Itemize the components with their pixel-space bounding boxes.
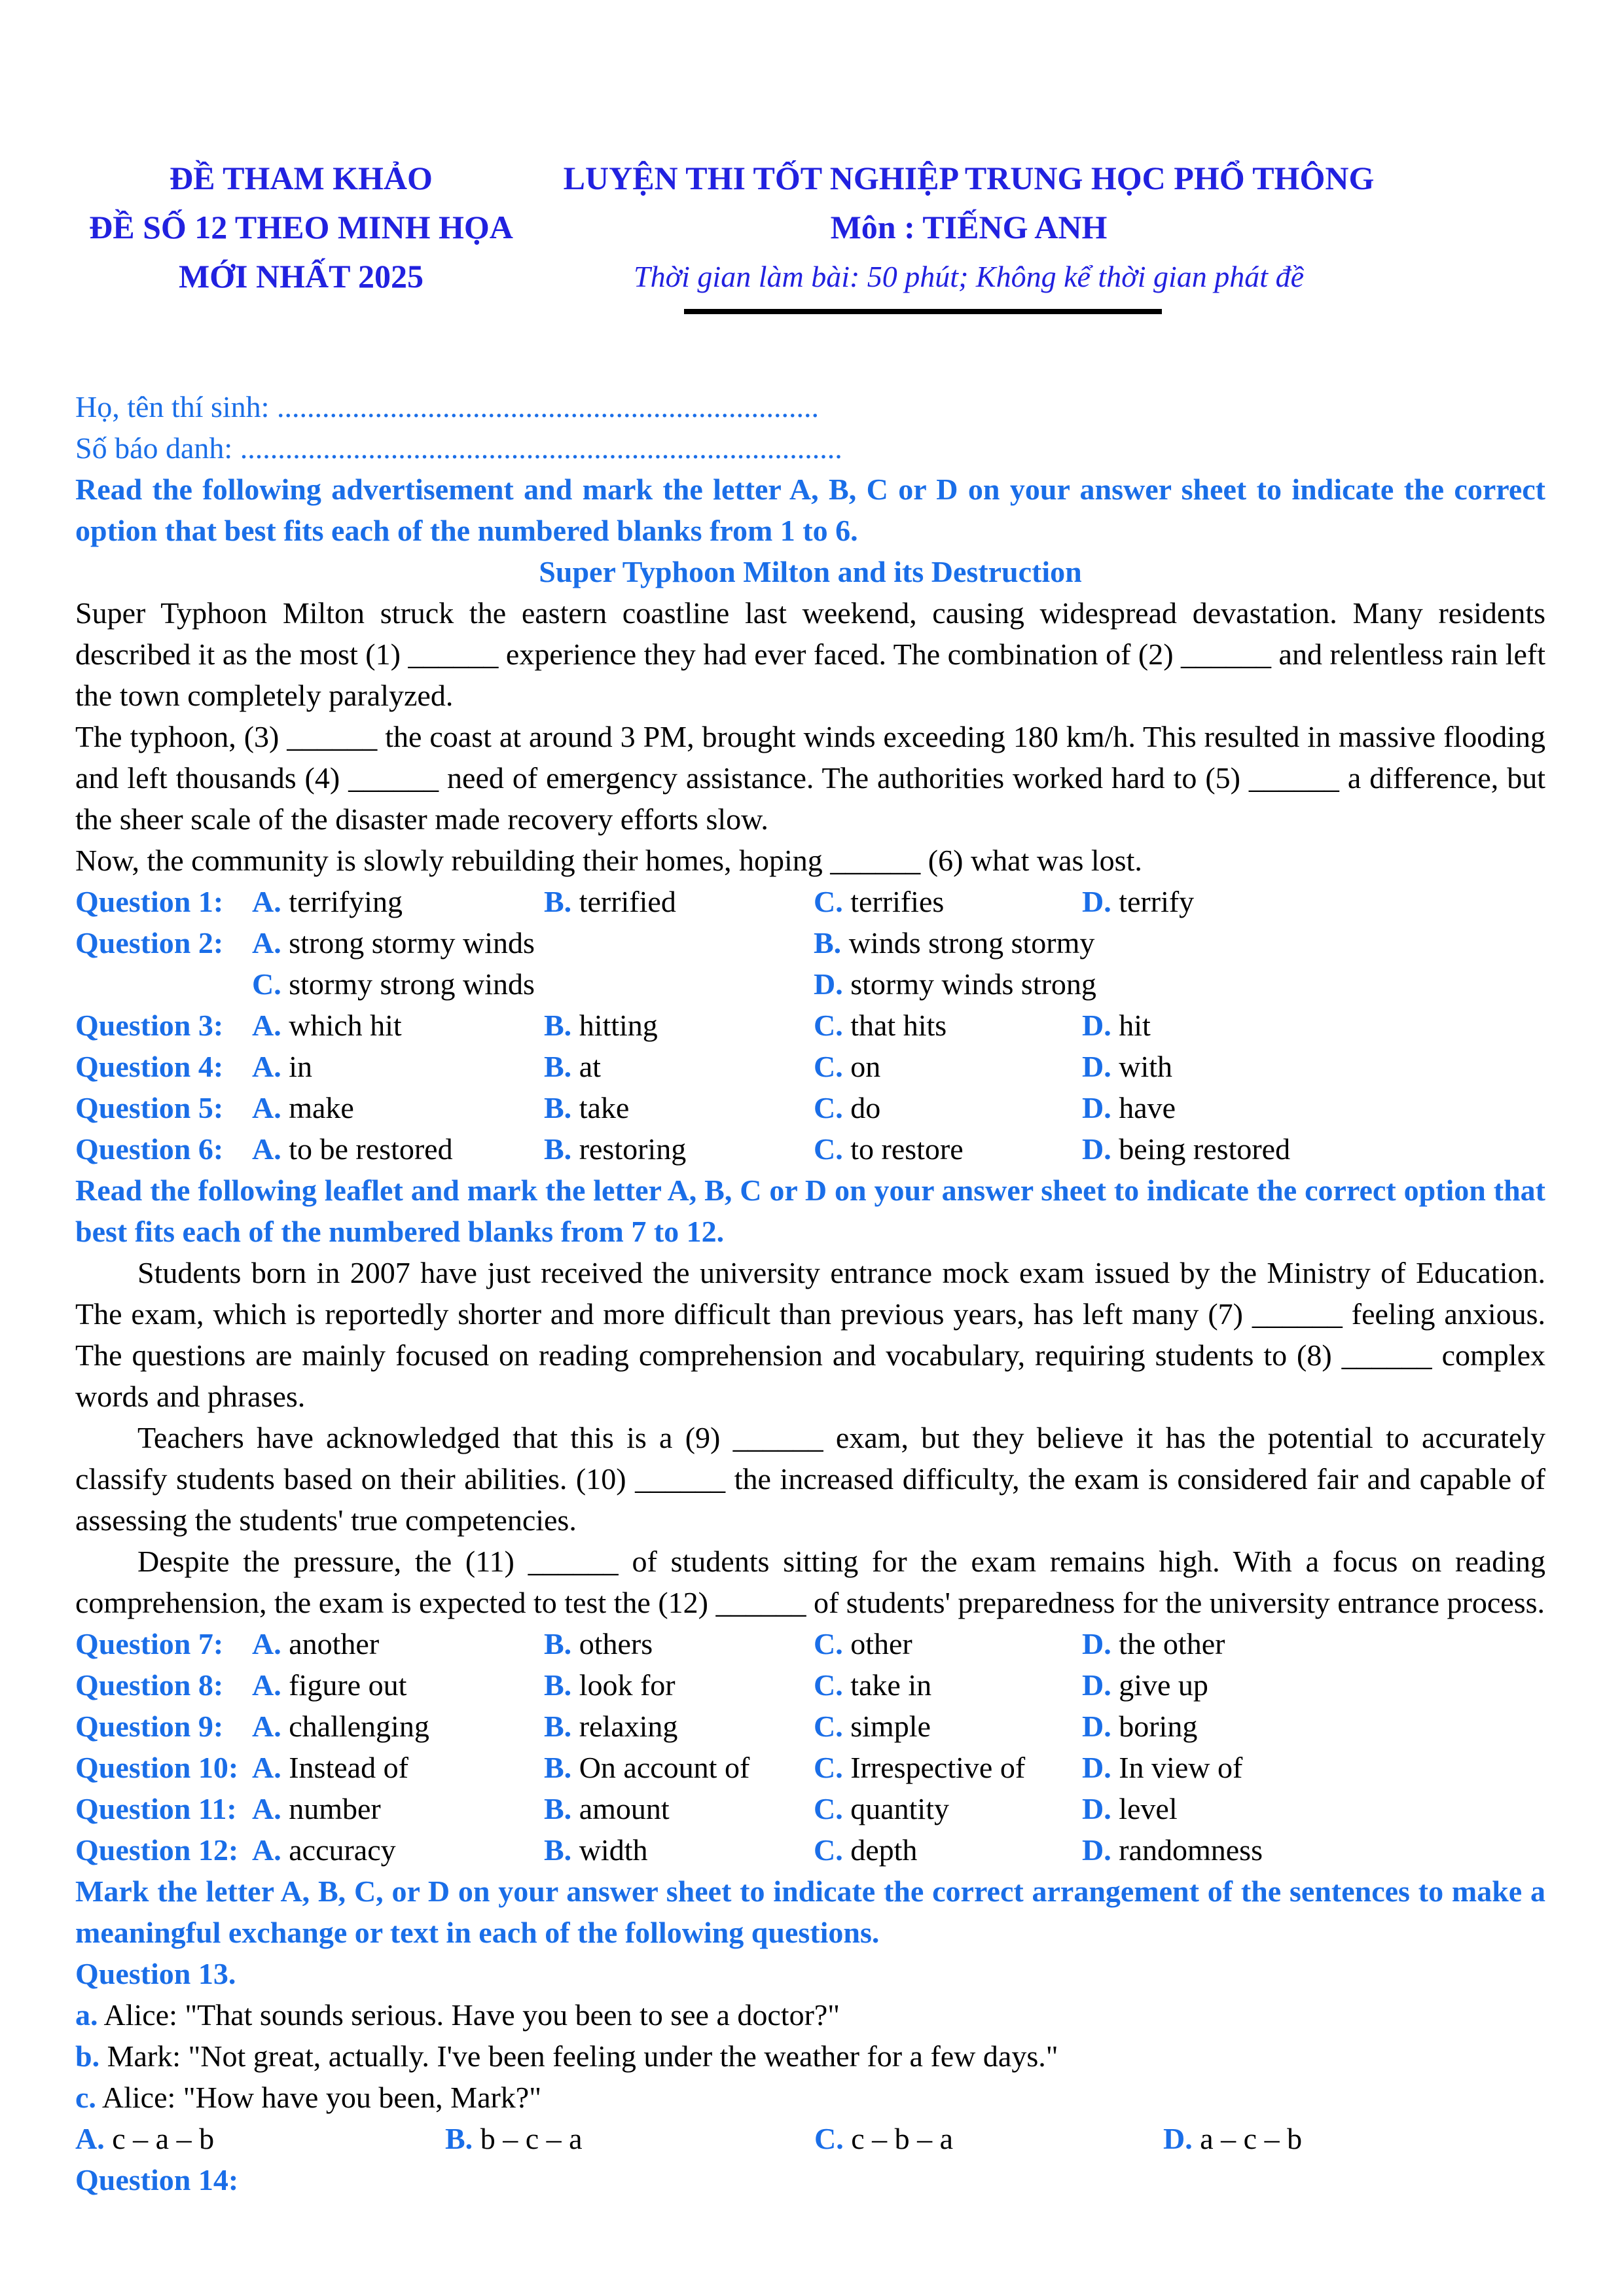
question-row-7 (75, 1623, 1545, 1664)
option-text: others (579, 1627, 653, 1660)
option-text: another (289, 1627, 380, 1660)
option-letter: C. (814, 1668, 843, 1702)
question-label: Question 5: (75, 1091, 224, 1124)
option-letter: C. (814, 1710, 843, 1743)
option-text: randomness (1119, 1833, 1263, 1867)
option-text: amount (579, 1792, 670, 1825)
option-text: In view of (1119, 1751, 1243, 1784)
passage1-paragraph3: Now, the community is slowly rebuilding their homes, hoping ______ (6) what was lost. (75, 844, 1142, 877)
option-text: in (289, 1050, 313, 1083)
option-b (544, 1706, 814, 1747)
sentence-letter: b. (75, 2039, 100, 2073)
question14-heading: Question 14: (75, 2163, 239, 2197)
option-letter: B. (544, 1091, 572, 1124)
option-letter: B. (544, 1009, 572, 1042)
option-letter: C. (814, 1050, 843, 1083)
option-d (1082, 1829, 1545, 1871)
option-letter: B. (544, 885, 572, 918)
option-letter: C. (814, 1091, 843, 1124)
q13-sentence-b (75, 2036, 1545, 2077)
option-c (252, 963, 814, 1005)
section3-instruction: Mark the letter A, B, C, or D on your answer sheet to indicate the correct arrangement of the sentences to make a meaningful exchange or text in each of the following questions. (75, 1874, 1545, 1949)
student-id-line: Số báo danh: ................................................................................ (75, 431, 842, 465)
option-text: challenging (289, 1710, 429, 1743)
question-label: Question 10: (75, 1751, 239, 1784)
exam-series-title: LUYỆN THI TỐT NGHIỆP TRUNG HỌC PHỔ THÔNG (563, 160, 1375, 196)
q13-sentence-c (75, 2077, 1545, 2118)
option-letter: A. (252, 1009, 281, 1042)
option-text: Instead of (289, 1751, 408, 1784)
option-text: stormy winds strong (850, 967, 1096, 1001)
option-text: have (1119, 1091, 1176, 1124)
option-letter: A. (252, 1050, 281, 1083)
sentence-text: Mark: "Not great, actually. I've been feeling under the weather for a few days." (107, 2039, 1058, 2073)
passage1-title: Super Typhoon Milton and its Destruction (539, 555, 1082, 588)
option-text: level (1119, 1792, 1178, 1825)
option-text: terrified (579, 885, 676, 918)
option-b (544, 1829, 814, 1871)
option-text: do (850, 1091, 881, 1124)
question-label: Question 3: (75, 1009, 224, 1042)
option-text: that hits (850, 1009, 947, 1042)
section2-instruction: Read the following leaflet and mark the letter A, B, C or D on your answer sheet to indicate the correct option that best fits each of the numbered blanks from 7 to 12. (75, 1174, 1545, 1248)
option-a (252, 1087, 544, 1128)
option-text: a – c – b (1200, 2122, 1303, 2155)
option-text: c – a – b (112, 2122, 215, 2155)
option-letter: A. (252, 1091, 281, 1124)
option-text: Irrespective of (850, 1751, 1026, 1784)
option-letter: D. (1082, 1751, 1111, 1784)
option-a (252, 1788, 544, 1829)
option-b (544, 1128, 814, 1170)
option-c (814, 1005, 1082, 1046)
header-divider (684, 309, 1162, 314)
option-letter: B. (544, 1792, 572, 1825)
option-letter: A. (252, 1833, 281, 1867)
option-a (252, 1664, 544, 1706)
section1-instruction: Read the following advertisement and mark the letter A, B, C or D on your answer sheet to indicate the correct option that best fits each of the numbered blanks from 1 to 6. (75, 473, 1545, 547)
passage1 (75, 592, 1545, 881)
option-letter: C. (814, 1833, 843, 1867)
option-c (814, 1128, 1082, 1170)
question-row-4 (75, 1046, 1545, 1087)
question-label: Question 1: (75, 885, 224, 918)
option-letter: A. (252, 1710, 281, 1743)
question-row-6 (75, 1128, 1545, 1170)
option-c (814, 1623, 1082, 1664)
student-name-line: Họ, tên thí sinh: ........................................................................ (75, 390, 819, 423)
question-label: Question 12: (75, 1833, 239, 1867)
question-row-2 (75, 922, 1545, 963)
option-letter: B. (544, 1710, 572, 1743)
option-text: being restored (1119, 1132, 1291, 1166)
question-row-9 (75, 1706, 1545, 1747)
option-b (544, 881, 814, 922)
option-text: c – b – a (851, 2122, 954, 2155)
option-c (814, 1046, 1082, 1087)
option-text: the other (1119, 1627, 1225, 1660)
q13-sentence-a (75, 1994, 1545, 2036)
question-label: Question 9: (75, 1710, 224, 1743)
passage2-paragraph2: Teachers have acknowledged that this is a (9) ______ exam, but they believe it has the potential to accurately classify students based on their abilities. (10) ______ the increased difficulty, the exam is considered fair and capable of assessing the students' true competencies. (75, 1421, 1545, 1537)
option-d (1082, 1128, 1545, 1170)
option-text: give up (1119, 1668, 1208, 1702)
option-d (1163, 2118, 1545, 2159)
option-c (814, 1664, 1082, 1706)
option-b (544, 1087, 814, 1128)
option-text: on (850, 1050, 881, 1083)
option-letter: D. (1082, 1792, 1111, 1825)
option-text: b – c – a (480, 2122, 583, 2155)
option-letter: B. (544, 1833, 572, 1867)
option-text: hit (1119, 1009, 1151, 1042)
option-text: with (1119, 1050, 1173, 1083)
sentence-letter: a. (75, 1998, 98, 2032)
option-text: accuracy (289, 1833, 396, 1867)
option-letter: D. (1082, 1091, 1111, 1124)
option-a (252, 1046, 544, 1087)
option-c (814, 1706, 1082, 1747)
option-text: figure out (289, 1668, 407, 1702)
option-text: hitting (579, 1009, 658, 1042)
option-letter: C. (814, 1627, 843, 1660)
option-a (252, 1829, 544, 1871)
option-text: terrifying (289, 885, 403, 918)
option-a (252, 1623, 544, 1664)
option-text: depth (850, 1833, 918, 1867)
option-letter: B. (544, 1132, 572, 1166)
option-text: stormy strong winds (289, 967, 535, 1001)
option-c (814, 1747, 1082, 1788)
option-d (1082, 1087, 1545, 1128)
option-letter: C. (814, 1009, 843, 1042)
option-c (814, 881, 1082, 922)
question-row-8 (75, 1664, 1545, 1706)
option-d (1082, 1706, 1545, 1747)
option-b (445, 2118, 814, 2159)
option-text: On account of (579, 1751, 750, 1784)
option-letter: A. (252, 1132, 281, 1166)
option-a (252, 881, 544, 922)
option-text: terrify (1119, 885, 1195, 918)
question-label: Question 6: (75, 1132, 224, 1166)
option-b (814, 922, 1545, 963)
passage1-paragraph2: The typhoon, (3) ______ the coast at around 3 PM, brought winds exceeding 180 km/h. This resulted in massive flooding and left thousands (4) ______ need of emergency assistance. The authorities worked hard to (5) ______ a difference, but the sheer scale of the disaster made recovery efforts slow. (75, 720, 1545, 836)
option-text: other (850, 1627, 912, 1660)
passage2 (75, 1252, 1545, 1623)
option-text: strong stormy winds (289, 926, 535, 960)
option-text: quantity (850, 1792, 949, 1825)
option-letter: C. (814, 1132, 843, 1166)
option-text: at (579, 1050, 601, 1083)
exam-header (75, 154, 1545, 314)
question-row-3 (75, 1005, 1545, 1046)
option-letter: A. (252, 1792, 281, 1825)
option-text: to restore (850, 1132, 964, 1166)
option-b (544, 1664, 814, 1706)
option-c (814, 1087, 1082, 1128)
question-label: Question 8: (75, 1668, 224, 1702)
option-letter: B. (814, 926, 842, 960)
option-letter: C. (814, 1751, 843, 1784)
question-label: Question 4: (75, 1050, 224, 1083)
option-letter: D. (1082, 1627, 1111, 1660)
option-text: restoring (579, 1132, 687, 1166)
option-text: which hit (289, 1009, 402, 1042)
exam-duration: Thời gian làm bài: 50 phút; Không kể thời gian phát đề (634, 260, 1304, 293)
option-d (1082, 1664, 1545, 1706)
option-letter: D. (1082, 1132, 1111, 1166)
exam-ref-line1: ĐỀ THAM KHẢO (170, 160, 433, 196)
option-letter: D. (1082, 1833, 1111, 1867)
option-letter: A. (252, 885, 281, 918)
option-letter: B. (445, 2122, 473, 2155)
question13-heading: Question 13. (75, 1957, 236, 1990)
option-text: winds strong stormy (848, 926, 1095, 960)
option-text: take in (850, 1668, 932, 1702)
option-letter: C. (814, 1792, 843, 1825)
question-label: Question 11: (75, 1792, 237, 1825)
option-letter: A. (252, 1627, 281, 1660)
question-row-5 (75, 1087, 1545, 1128)
option-text: to be restored (289, 1132, 453, 1166)
question-row-2b (75, 963, 1545, 1005)
option-a (75, 2118, 445, 2159)
option-d (1082, 881, 1545, 922)
question-label: Question 2: (75, 926, 224, 960)
option-a (252, 1747, 544, 1788)
option-letter: D. (1082, 1009, 1111, 1042)
option-text: simple (850, 1710, 931, 1743)
option-text: boring (1119, 1710, 1198, 1743)
option-text: relaxing (579, 1710, 678, 1743)
option-text: width (579, 1833, 648, 1867)
option-b (544, 1623, 814, 1664)
option-letter: D. (814, 967, 843, 1001)
option-a (252, 922, 814, 963)
option-letter: A. (252, 1751, 281, 1784)
option-b (544, 1005, 814, 1046)
passage2-paragraph1: Students born in 2007 have just received the university entrance mock exam issued by the Ministry of Education. The exam, which is reportedly shorter and more difficult than previous years, has left many (7) ______ feeling anxious. The questions are mainly focused on reading comprehension and vocabulary, requiring students to (8) ______ complex words and phrases. (75, 1256, 1545, 1413)
exam-ref-line2: ĐỀ SỐ 12 THEO MINH HỌA (89, 209, 513, 245)
option-text: make (289, 1091, 354, 1124)
exam-ref-line3: MỚI NHẤT 2025 (178, 258, 424, 295)
option-text: take (579, 1091, 630, 1124)
exam-reference-block (75, 154, 527, 301)
option-d (1082, 1623, 1545, 1664)
question-row-11 (75, 1788, 1545, 1829)
option-letter: C. (814, 885, 843, 918)
option-letter: A. (75, 2122, 105, 2155)
option-letter: D. (1082, 885, 1111, 918)
question-label-spacer (75, 963, 252, 1005)
option-text: number (289, 1792, 381, 1825)
question-row-12 (75, 1829, 1545, 1871)
question-row-10 (75, 1747, 1545, 1788)
option-a (252, 1706, 544, 1747)
option-letter: C. (814, 2122, 844, 2155)
sentence-letter: c. (75, 2081, 96, 2114)
option-letter: A. (252, 1668, 281, 1702)
option-c (814, 2118, 1163, 2159)
option-letter: B. (544, 1751, 572, 1784)
option-c (814, 1829, 1082, 1871)
question-row-1 (75, 881, 1545, 922)
option-d (1082, 1747, 1545, 1788)
option-text: terrifies (850, 885, 945, 918)
option-b (544, 1046, 814, 1087)
option-letter: D. (1082, 1710, 1111, 1743)
option-a (252, 1005, 544, 1046)
option-letter: D. (1082, 1050, 1111, 1083)
option-b (544, 1788, 814, 1829)
option-d (1082, 1046, 1545, 1087)
passage1-paragraph1: Super Typhoon Milton struck the eastern coastline last weekend, causing widespread devastation. Many residents described it as the most (1) ______ experience they had ever faced. The combination of (2) ______ and relentless rain left the town completely paralyzed. (75, 596, 1545, 712)
option-letter: D. (1082, 1668, 1111, 1702)
sentence-text: Alice: "That sounds serious. Have you been to see a doctor?" (103, 1998, 840, 2032)
option-d (1082, 1788, 1545, 1829)
passage2-paragraph3: Despite the pressure, the (11) ______ of students sitting for the exam remains high. With a focus on reading comprehension, the exam is expected to test the (12) ______ of students' preparedness for the university entrance process. (75, 1545, 1545, 1619)
option-b (544, 1747, 814, 1788)
question-label: Question 7: (75, 1627, 224, 1660)
option-d (814, 963, 1545, 1005)
option-d (1082, 1005, 1545, 1046)
q13-arrangement-options (75, 2118, 1545, 2159)
option-letter: B. (544, 1627, 572, 1660)
student-info (75, 386, 1545, 469)
option-letter: B. (544, 1050, 572, 1083)
option-c (814, 1788, 1082, 1829)
option-letter: D. (1163, 2122, 1193, 2155)
sentence-text: Alice: "How have you been, Mark?" (101, 2081, 542, 2114)
option-letter: C. (252, 967, 281, 1001)
option-text: look for (579, 1668, 676, 1702)
option-a (252, 1128, 544, 1170)
exam-subject: Môn : TIẾNG ANH (830, 209, 1108, 245)
exam-title-block (547, 154, 1391, 314)
option-letter: B. (544, 1668, 572, 1702)
option-letter: A. (252, 926, 281, 960)
